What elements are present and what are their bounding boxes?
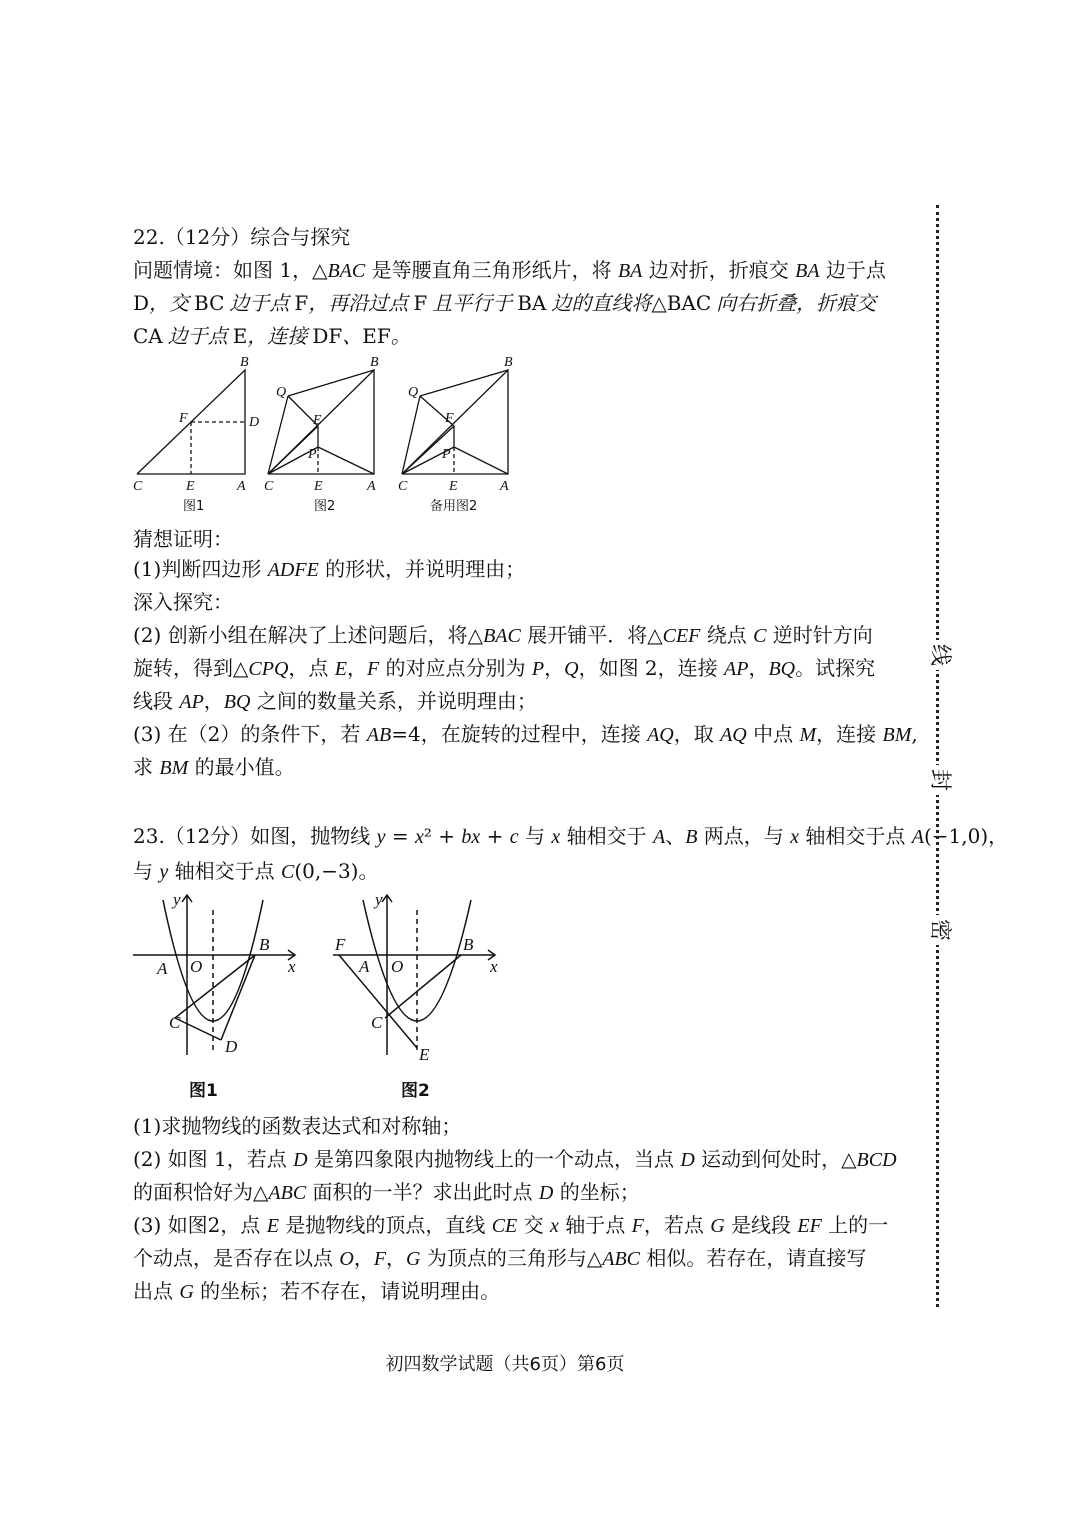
math-var: x — [790, 826, 800, 848]
math-var: y — [376, 826, 386, 848]
text-run: E — [232, 324, 248, 348]
fig2-label-b: B — [370, 355, 379, 370]
q22-intro-line — [133, 254, 886, 288]
q23-fig1-label-y: y — [173, 890, 181, 909]
text-run: 相似。若存在，请直接写 — [640, 1246, 867, 1270]
seal-char-line: 线 — [924, 640, 954, 670]
text-run: 展开铺平．将△ — [520, 623, 663, 647]
text-run: D — [133, 291, 150, 315]
text-run: 与 — [518, 824, 552, 848]
text-run: (−1,0)， — [923, 824, 1009, 848]
text-run: = — [385, 824, 415, 848]
q22-part2-line — [133, 652, 876, 686]
text-run: 轴相交于 — [560, 824, 653, 848]
math-var: AQ — [647, 724, 674, 746]
text-run: (1)判断四边形 — [133, 557, 268, 581]
text-run: 个动点，是否存在以点 — [133, 1246, 340, 1270]
text-run: 的坐标；若不存在，请说明理由。 — [193, 1279, 501, 1303]
q22-part3-line — [133, 751, 873, 785]
text-run: 面积的一半？求出此时点 — [306, 1180, 539, 1204]
fig1-label-a: A — [237, 479, 246, 494]
text-run: 求 — [133, 755, 160, 779]
q23-fig1-label-b: B — [259, 935, 270, 954]
math-var: CE — [491, 1215, 518, 1237]
fig3-label-p: P — [442, 447, 451, 462]
math-var: CEF — [662, 625, 701, 647]
q23-fig2-label-e: E — [419, 1045, 430, 1064]
text-run: + — [480, 824, 510, 848]
text-run: ，如图 2，连接 — [578, 656, 725, 680]
fig1-label-e: E — [186, 479, 195, 494]
text-run: EF — [362, 324, 391, 348]
text-run: 为顶点的三角形与△ — [420, 1246, 603, 1270]
text-run: 与 — [133, 859, 160, 883]
math-var: C — [280, 861, 295, 883]
math-var: D — [293, 1149, 308, 1171]
math-var: 边于点 — [162, 326, 233, 348]
text-run: ，点 — [288, 656, 335, 680]
q23-fig1-label-c: C — [169, 1013, 181, 1032]
q23-fig2-label-b: B — [463, 935, 474, 954]
math-var: AP — [179, 691, 204, 713]
text-run: ，取 — [673, 722, 721, 746]
text-run: 是等腰直角三角形纸片，将 — [365, 258, 618, 282]
fig2-caption: 图2 — [314, 499, 336, 514]
math-var: bx — [461, 826, 481, 848]
math-var: G — [710, 1215, 725, 1237]
math-var: F — [366, 658, 380, 680]
text-run: F — [294, 291, 309, 315]
q23-fig1-label-d: D — [225, 1037, 238, 1056]
q22-figure-3 — [392, 352, 522, 521]
math-var: AP — [724, 658, 749, 680]
math-var: AB — [366, 724, 392, 746]
math-var: 边于点 — [224, 293, 295, 315]
math-var: G — [179, 1281, 194, 1303]
q23-fig1-label-a: A — [157, 959, 168, 978]
q23-intro-line — [133, 855, 873, 889]
text-run: 的坐标； — [553, 1180, 640, 1204]
text-run: 绕点 — [700, 623, 754, 647]
math-var: BA — [795, 260, 820, 282]
text-run: 轴相交于点 — [168, 859, 281, 883]
text-run: 轴相交于点 — [799, 824, 912, 848]
text-run: (1)求抛物线的函数表达式和对称轴； — [133, 1114, 462, 1138]
math-var: M — [799, 724, 817, 746]
q23-fig2-caption: 图2 — [401, 1081, 430, 1101]
math-var: BCD — [856, 1149, 897, 1171]
math-var: ，交 — [149, 293, 195, 315]
text-run: F — [413, 291, 428, 315]
text-run: ， — [203, 689, 224, 713]
text-run: ， — [386, 1246, 407, 1270]
text-run: (2) 如图 1，若点 — [133, 1147, 294, 1171]
text-run: 是线段 — [724, 1213, 798, 1237]
math-var: x — [550, 1215, 559, 1237]
q23-figure-2 — [325, 890, 515, 1109]
text-run: BC — [194, 291, 225, 315]
math-var: c — [509, 826, 519, 848]
math-var: BQ — [768, 658, 796, 680]
math-var: ABC — [602, 1248, 641, 1270]
text-run: BAC — [666, 291, 712, 315]
fig3-label-b: B — [504, 355, 513, 370]
q23-part3-line — [133, 1275, 873, 1309]
math-var: E — [266, 1215, 279, 1237]
math-var: EF — [797, 1215, 822, 1237]
q23-fig2-label-c: C — [371, 1013, 383, 1032]
math-var: C — [753, 625, 767, 647]
math-var: F — [631, 1215, 644, 1237]
seal-dotted-line — [936, 205, 947, 1307]
q23-part3-line — [133, 1242, 873, 1276]
q23-fig1-label-x: x — [288, 957, 296, 976]
math-var: 。 — [390, 326, 411, 348]
text-run: 出点 — [133, 1279, 180, 1303]
fig1-caption: 图1 — [183, 499, 205, 514]
text-run: CA — [133, 324, 163, 348]
q23-part1 — [133, 1110, 873, 1143]
text-run: 线段 — [133, 689, 180, 713]
fig3-label-e: E — [449, 479, 458, 494]
q22-part1 — [133, 553, 873, 587]
q22-title: 22.（12分）综合与探究 — [133, 225, 351, 249]
text-run: , — [911, 722, 918, 746]
math-var: ADFE — [267, 559, 319, 581]
q23-fig2-label-a: A — [359, 957, 370, 976]
text-run: 、 — [665, 824, 686, 848]
q22-figure-1 — [125, 352, 265, 521]
seal-char-secret: 密 — [924, 915, 954, 945]
math-var: BA — [617, 260, 643, 282]
text-run: 逆时针方向 — [766, 623, 873, 647]
text-run: 两点，与 — [697, 824, 791, 848]
math-var: ，再沿过点 — [308, 293, 414, 315]
math-var: BQ — [223, 691, 251, 713]
q23-intro-line — [133, 820, 1009, 854]
math-var: Q — [564, 658, 579, 680]
fig3-label-a: A — [500, 479, 509, 494]
math-var: x — [415, 826, 424, 848]
math-var: BM — [159, 757, 189, 779]
q22-intro-line — [133, 320, 873, 354]
q22-heading-deep: 深入探究： — [133, 590, 233, 614]
text-run: 是第四象限内抛物线上的一个动点，当点 — [307, 1147, 681, 1171]
text-run: (2) 创新小组在解决了上述问题后，将△ — [133, 623, 484, 647]
math-var: D — [680, 1149, 695, 1171]
text-run: 边于点 — [819, 258, 886, 282]
math-var: 、 — [342, 326, 363, 348]
text-run: 上的一 — [821, 1213, 889, 1237]
math-var: G — [406, 1248, 421, 1270]
fig1-label-b: B — [240, 355, 249, 370]
math-var: BAC — [483, 625, 521, 647]
fig1-label-d: D — [249, 415, 260, 430]
math-var: 边的直线将△ — [546, 293, 667, 315]
page-footer: 初四数学试题（共6页）第6页 — [385, 1354, 625, 1375]
q23-fig2-label-x: x — [490, 957, 498, 976]
text-run: 交 — [517, 1213, 550, 1237]
math-var: x — [551, 826, 561, 848]
text-run: =4，在旋转的过程中，连接 — [391, 722, 648, 746]
text-run: ， — [353, 1246, 374, 1270]
q22-part2-line — [133, 685, 873, 719]
q23-figure-1 — [125, 890, 315, 1109]
math-var: 向右折叠，折痕交 — [711, 293, 877, 315]
q22-intro-line — [133, 287, 877, 321]
math-var: BM — [882, 724, 912, 746]
text-run: ， — [346, 656, 367, 680]
text-run: 运动到何处时，△ — [694, 1147, 857, 1171]
text-run: 的最小值。 — [188, 755, 295, 779]
text-run: ， — [748, 656, 769, 680]
text-run: 边对折，折痕交 — [642, 258, 796, 282]
math-var: 且平行于 — [427, 293, 518, 315]
fig2-label-q: Q — [276, 385, 287, 400]
q23-fig1-caption: 图1 — [189, 1081, 218, 1101]
q23-fig1-label-o: O — [190, 957, 203, 976]
text-run: 的对应点分别为 — [379, 656, 532, 680]
math-var: D — [538, 1182, 554, 1204]
fig1-label-f: F — [179, 411, 188, 426]
text-run: (3) 如图2，点 — [133, 1213, 267, 1237]
math-var: AQ — [720, 724, 747, 746]
text-run: ，连接 — [816, 722, 883, 746]
q22-figure-2 — [258, 352, 388, 521]
text-run: 的形状，并说明理由； — [318, 557, 526, 581]
text-run: 中点 — [746, 722, 800, 746]
fig2-label-e-top: E — [313, 413, 322, 428]
q22-heading-guess: 猜想证明： — [133, 527, 233, 551]
math-var: ABC — [268, 1182, 307, 1204]
text-run: DF — [312, 324, 343, 348]
math-var: E — [334, 658, 347, 680]
q23-part2-line — [133, 1143, 897, 1177]
fig2-label-c: C — [264, 479, 274, 494]
text-run: (0,−3)。 — [294, 859, 379, 883]
text-run: 旋转，得到△ — [133, 656, 249, 680]
text-run: ，若点 — [643, 1213, 711, 1237]
text-run: (3) 在（2）的条件下，若 — [133, 722, 367, 746]
math-var: A — [911, 826, 924, 848]
text-run: 。试探究 — [795, 656, 876, 680]
text-run: ， — [544, 656, 565, 680]
q23-part2-line — [133, 1176, 873, 1210]
text-run: ² + — [423, 824, 462, 848]
q22-part3-line — [133, 718, 918, 752]
math-var: P — [531, 658, 545, 680]
math-var: A — [652, 826, 666, 848]
fig2-label-a: A — [367, 479, 376, 494]
text-run: BA — [517, 291, 547, 315]
math-var: BAC — [327, 260, 366, 282]
q22-part2-line — [133, 619, 873, 653]
fig3-label-c: C — [398, 479, 408, 494]
text-run: 问题情境：如图 1，△ — [133, 258, 328, 282]
math-var: O — [339, 1248, 354, 1270]
q23-fig2-label-o: O — [391, 957, 404, 976]
fig1-label-c: C — [133, 479, 143, 494]
q23-fig2-label-y: y — [375, 890, 383, 909]
text-run: 23.（12分）如图，抛物线 — [133, 824, 377, 848]
q23-fig2-label-f: F — [335, 935, 346, 954]
text-run: 轴于点 — [558, 1213, 632, 1237]
fig3-caption: 备用图2 — [430, 499, 478, 514]
math-var: y — [159, 861, 169, 883]
fig3-label-f: F — [445, 411, 454, 426]
fig3-label-q: Q — [408, 385, 419, 400]
text-run: 之间的数量关系，并说明理由； — [250, 689, 537, 713]
q23-part3-line — [133, 1209, 889, 1243]
fig2-label-p: P — [308, 447, 317, 462]
math-var: ，连接 — [247, 326, 313, 348]
math-var: CPQ — [248, 658, 289, 680]
seal-char-seal: 封 — [924, 765, 954, 795]
fig2-label-e: E — [314, 479, 323, 494]
math-var: B — [685, 826, 698, 848]
math-var: F — [373, 1248, 387, 1270]
text-run: 的面积恰好为△ — [133, 1180, 269, 1204]
text-run: 是抛物线的顶点，直线 — [279, 1213, 492, 1237]
